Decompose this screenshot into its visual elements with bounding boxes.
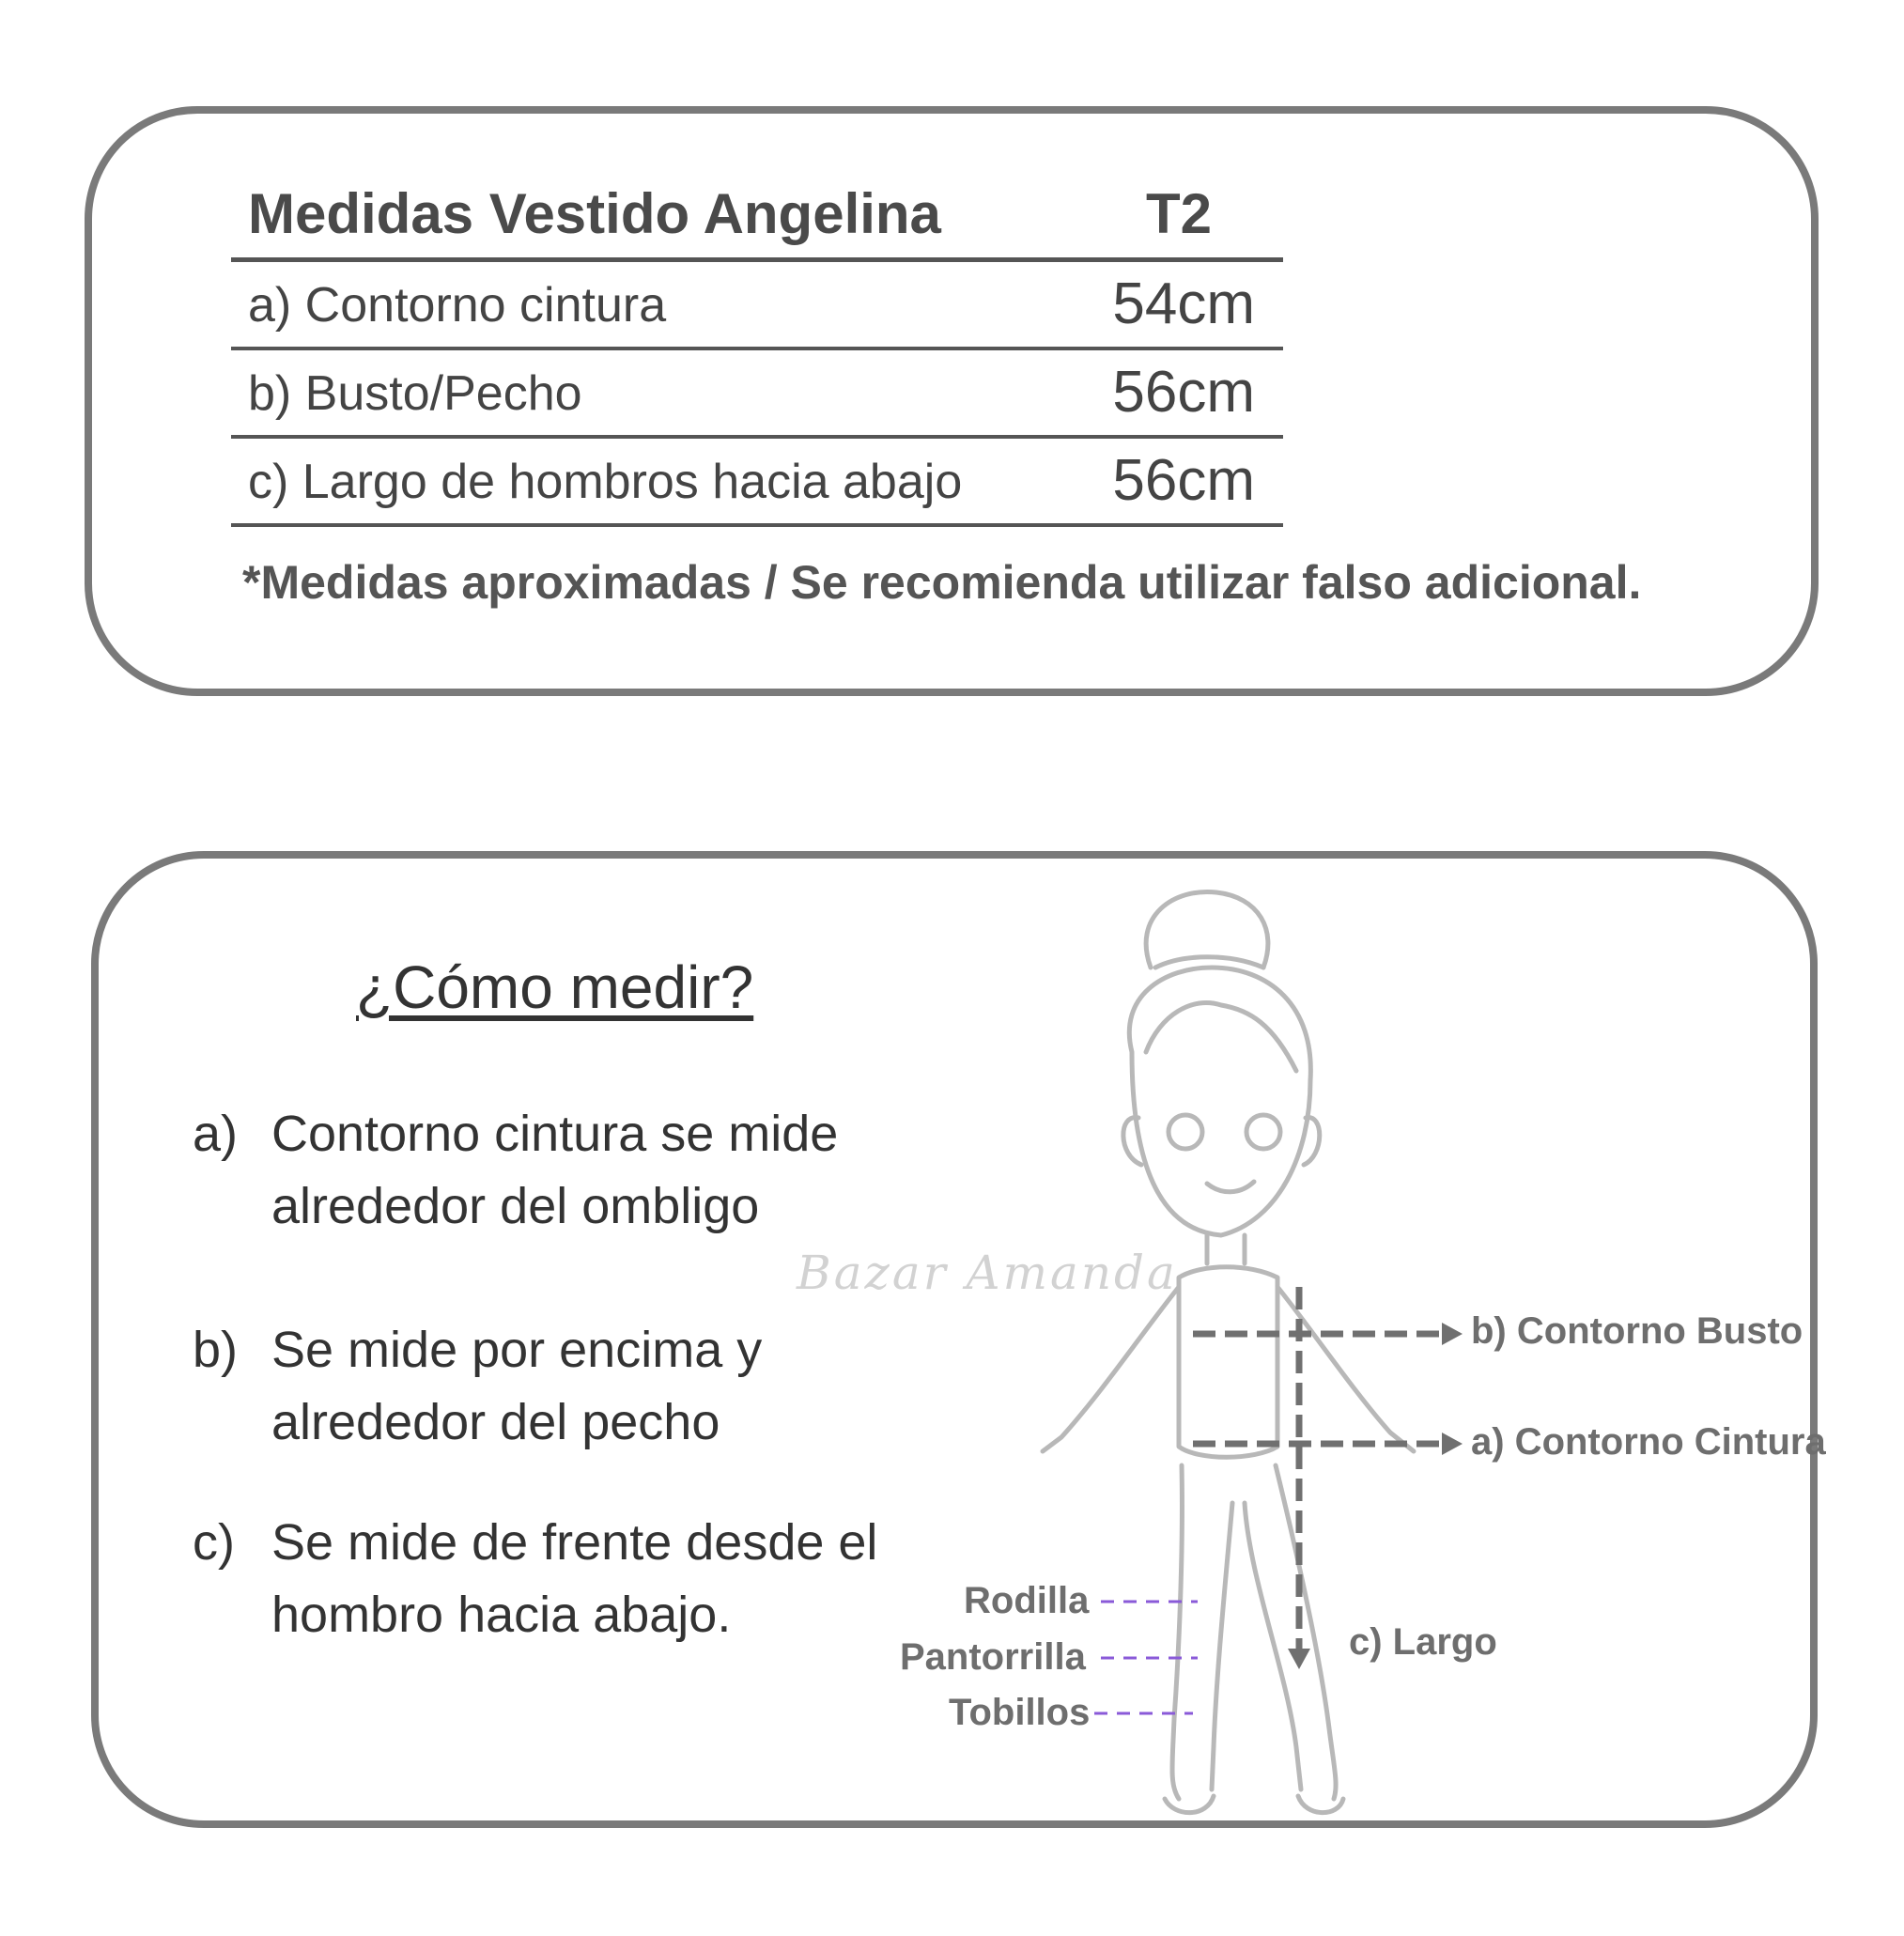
size-header: T2 [1145, 182, 1212, 245]
table-note: *Medidas aproximadas / Se recomienda utilizar falso adicional. [242, 556, 1642, 609]
step-marker: c) [193, 1514, 235, 1571]
row-value: 56cm [1112, 448, 1255, 513]
table-title: Medidas Vestido Angelina [248, 182, 941, 245]
neck [1207, 1235, 1245, 1263]
step-text: Se mide de frente desde el hombro hacia abajo. [271, 1514, 878, 1643]
row-value: 54cm [1112, 271, 1255, 336]
row-label: a) Contorno cintura [248, 278, 667, 333]
step-marker: a) [193, 1106, 239, 1162]
left-leg [1172, 1465, 1182, 1799]
bangs [1146, 1002, 1296, 1071]
girl-sketch [1043, 891, 1414, 1812]
left-arm [1043, 1287, 1179, 1451]
howto-title: ¿Cómo medir? [356, 953, 754, 1021]
right-leg [1276, 1465, 1336, 1799]
leg-guides [1094, 1602, 1198, 1713]
row-label: b) Busto/Pecho [248, 366, 582, 421]
ankle-label: Tobillos [949, 1692, 1091, 1733]
length-label: c) Largo [1349, 1621, 1497, 1663]
smile [1207, 1182, 1254, 1192]
left-eye [1169, 1115, 1202, 1149]
right-foot [1298, 1796, 1343, 1813]
bust-label: b) Contorno Busto [1471, 1310, 1803, 1352]
knee-label: Rodilla [964, 1580, 1090, 1621]
head [1129, 968, 1310, 1235]
step-marker: b) [193, 1322, 239, 1378]
row-value: 56cm [1112, 360, 1255, 425]
bust-arrow-icon [1442, 1323, 1463, 1345]
calf-label: Pantorrilla [900, 1636, 1086, 1678]
step-text: Contorno cintura se mide alrededor del ombligo [271, 1106, 839, 1234]
row-label: c) Largo de hombros hacia abajo [248, 455, 963, 509]
waist-arrow-icon [1442, 1433, 1463, 1455]
inner-left-leg [1212, 1503, 1232, 1789]
right-eye [1246, 1115, 1280, 1149]
step-text: Se mide por encima y alrededor del pecho [271, 1322, 763, 1450]
torso [1179, 1267, 1277, 1458]
left-foot [1165, 1796, 1214, 1813]
waist-label: a) Contorno Cintura [1471, 1421, 1826, 1463]
length-arrow-icon [1288, 1649, 1310, 1669]
watermark: Bazar Amanda [797, 1246, 1178, 1300]
